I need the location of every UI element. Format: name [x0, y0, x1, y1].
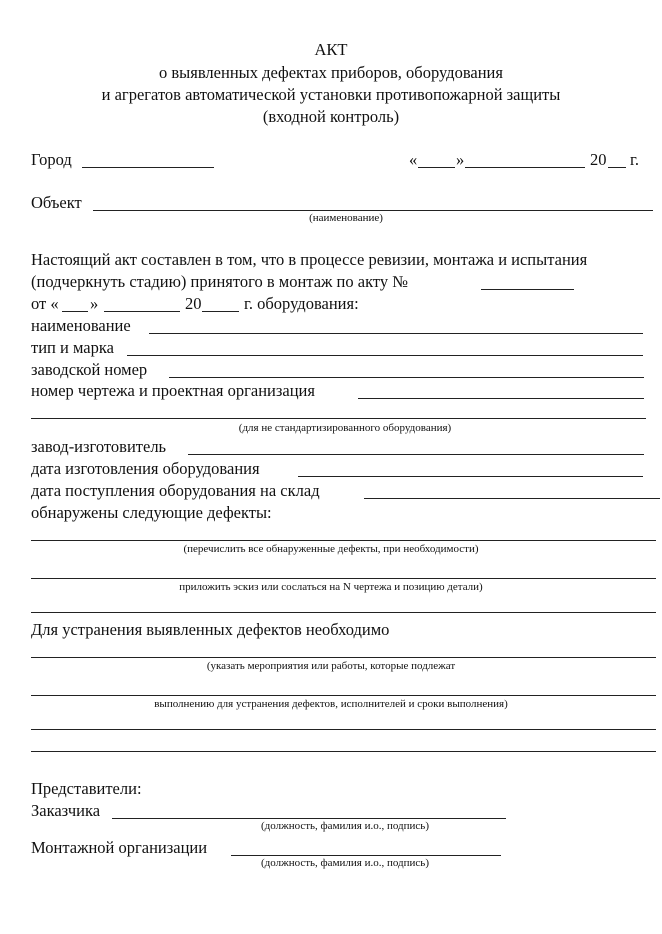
name-label: наименование	[31, 316, 131, 335]
fix-field-4[interactable]	[31, 751, 656, 752]
arrival-date-label: дата поступления оборудования на склад	[31, 481, 320, 500]
object-hint: (наименование)	[309, 212, 383, 224]
date-day-field[interactable]	[418, 167, 455, 168]
manufacture-date-field[interactable]	[298, 476, 643, 477]
fix-hint-1: (указать мероприятия или работы, которые подлежат	[206, 660, 456, 672]
fix-field-2[interactable]	[31, 695, 656, 696]
manufacturer-field[interactable]	[188, 454, 644, 455]
drawing-label: номер чертежа и проектная организация	[31, 381, 315, 400]
drawing-field[interactable]	[358, 398, 644, 399]
defects-field-1[interactable]	[31, 540, 656, 541]
document-subtitle-line1: о выявленных дефектах приборов, оборудования	[159, 63, 503, 82]
defects-label: обнаружены следующие дефекты:	[31, 503, 272, 522]
defects-hint-2: приложить эскиз или сослаться на N чертежа и позицию детали)	[179, 581, 483, 593]
date-open-quote: «	[409, 150, 418, 169]
customer-hint: (должность, фамилия и.о., подпись)	[260, 820, 429, 832]
fix-field-1[interactable]	[31, 657, 656, 658]
date-year-field[interactable]	[608, 167, 626, 168]
from-day-field[interactable]	[62, 311, 88, 312]
serial-field[interactable]	[169, 377, 644, 378]
from-close-quote: »	[90, 294, 99, 313]
from-year-prefix: 20	[185, 294, 202, 313]
from-suffix: г. оборудования:	[244, 294, 359, 313]
document-subtitle-line3: (входной контроль)	[262, 107, 400, 126]
date-year-prefix: 20	[590, 150, 607, 169]
object-field[interactable]	[93, 210, 653, 211]
defects-field-2[interactable]	[31, 578, 656, 579]
installer-signature-field[interactable]	[231, 855, 501, 856]
manufacture-date-label: дата изготовления оборудования	[31, 459, 260, 478]
document-subtitle-line2: и агрегатов автоматической установки противопожарной защиты	[101, 85, 561, 104]
serial-label: заводской номер	[31, 360, 148, 379]
nonstandard-hint: (для не стандартизированного оборудования)	[238, 422, 452, 434]
city-field[interactable]	[82, 167, 214, 168]
date-year-suffix: г.	[630, 150, 640, 169]
manufacturer-label: завод-изготовитель	[31, 437, 167, 456]
installer-hint: (должность, фамилия и.о., подпись)	[260, 857, 429, 869]
installer-label: Монтажной организации	[31, 838, 208, 857]
object-label: Объект	[31, 193, 82, 212]
defects-hint-1: (перечислить все обнаруженные дефекты, при необходимости)	[183, 543, 479, 555]
customer-label: Заказчика	[31, 801, 101, 820]
city-label: Город	[31, 150, 72, 169]
representatives-label: Представители:	[31, 779, 142, 798]
customer-signature-field[interactable]	[112, 818, 506, 819]
type-label: тип и марка	[31, 338, 114, 357]
type-field[interactable]	[127, 355, 643, 356]
from-prefix: от «	[31, 294, 59, 313]
date-month-field[interactable]	[465, 167, 585, 168]
name-field[interactable]	[149, 333, 643, 334]
defects-field-3[interactable]	[31, 612, 656, 613]
from-month-field[interactable]	[104, 311, 180, 312]
fix-field-3[interactable]	[31, 729, 656, 730]
arrival-date-field[interactable]	[364, 498, 660, 499]
document-title: АКТ	[314, 40, 348, 59]
intro-line1: Настоящий акт составлен в том, что в процессе ревизии, монтажа и испытания	[31, 250, 588, 269]
intro-line2: (подчеркнуть стадию) принятого в монтаж по акту №	[31, 272, 408, 291]
fix-hint-2: выполнению для устранения дефектов, исполнителей и сроки выполнения)	[154, 698, 508, 710]
date-close-quote: »	[456, 150, 465, 169]
fix-label: Для устранения выявленных дефектов необходимо	[31, 620, 390, 639]
drawing-field-continued[interactable]	[31, 418, 646, 419]
act-number-field[interactable]	[481, 289, 574, 290]
from-year-field[interactable]	[202, 311, 239, 312]
